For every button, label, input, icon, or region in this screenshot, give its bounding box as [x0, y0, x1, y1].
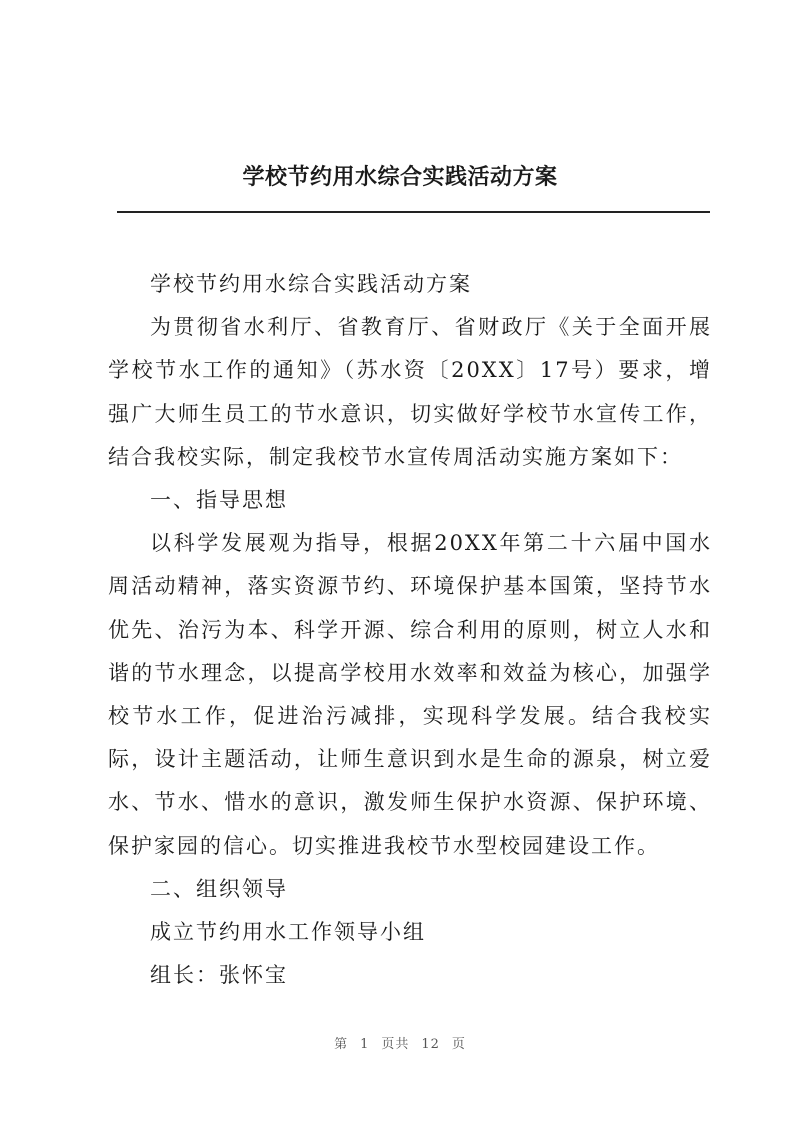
title-divider — [117, 211, 710, 213]
total-pages-number: 12 — [421, 1037, 440, 1052]
page-label-middle: 页共 — [381, 1037, 410, 1052]
body-paragraph: 组长：张怀宝 — [150, 963, 288, 988]
current-page-number: 1 — [360, 1037, 370, 1052]
page-label-prefix: 第 — [334, 1037, 349, 1052]
body-paragraph: 成立节约用水工作领导小组 — [150, 920, 426, 945]
section-heading: 一、指导思想 — [150, 488, 288, 513]
page-label-suffix: 页 — [451, 1037, 466, 1052]
document-body — [108, 263, 712, 997]
body-paragraph: 学校节约用水综合实践活动方案 — [150, 272, 472, 296]
body-paragraph: 以科学发展观为指导，根据20XX年第二十六届中国水周活动精神，落实资源节约、环境保护基本国策，坚持节水优先、治污为本、科学开源、综合利用的原则，树立人水和谐的节水理念，以提高学校用水效率和效益为核心，加强学校节水工作，促进治污减排，实现科学发展。结合我校实际，设计主题活动，让师生意识到水是生命的源泉，树立爱水、节水、惜水的意识，激发师生保护水资源、保护环境、保护家园的信心。切实推进我校节水型校园建设工作。 — [108, 531, 712, 858]
body-paragraph: 为贯彻省水利厅、省教育厅、省财政厅《关于全面开展学校节水工作的通知》（苏水资〔20XX〕17号）要求，增强广大师生员工的节水意识，切实做好学校节水宣传工作，结合我校实际，制定我校节水宣传周活动实施方案如下： — [108, 315, 712, 469]
document-title: 学校节约用水综合实践活动方案 — [242, 164, 558, 190]
page-footer — [0, 1033, 800, 1052]
section-heading: 二、组织领导 — [150, 876, 288, 901]
